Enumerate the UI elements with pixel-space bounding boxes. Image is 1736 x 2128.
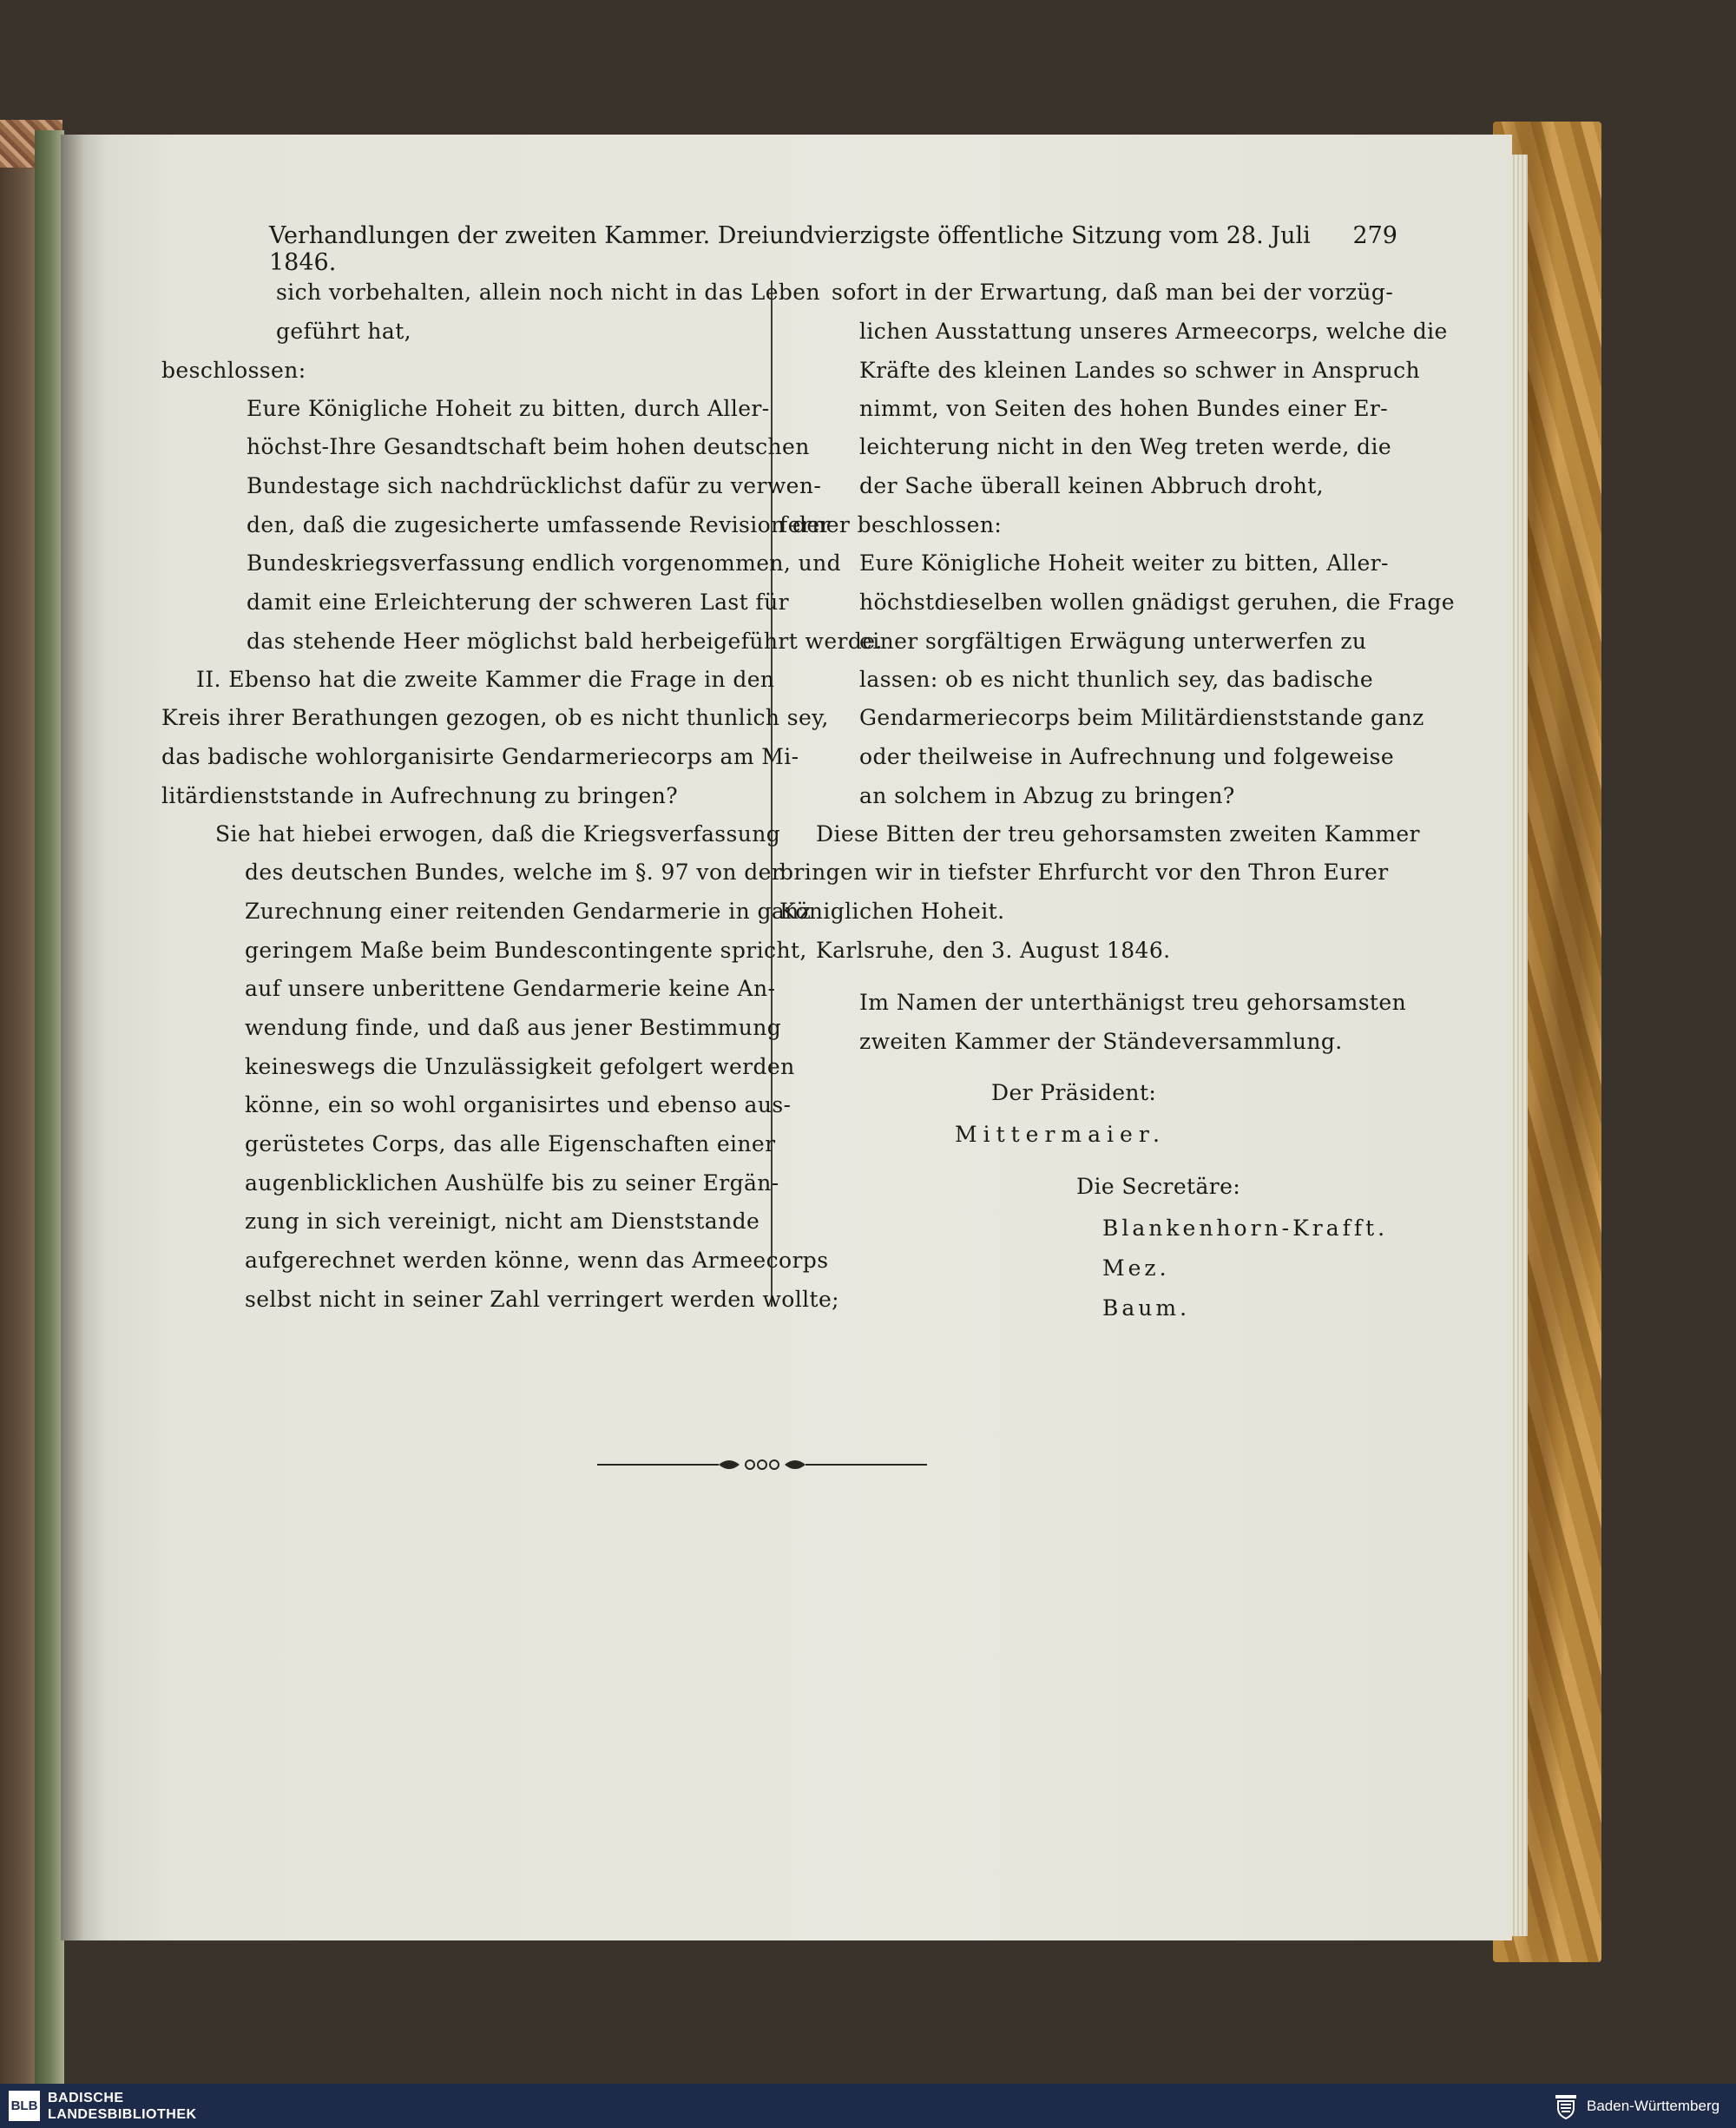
president-name: Mittermaier. — [955, 1122, 1166, 1147]
right-line: bringen wir in tiefster Ehrfurcht vor den Thron Eurer — [779, 860, 1389, 885]
right-line: ferner beschlossen: — [779, 512, 1003, 537]
left-line: zung in sich vereinigt, nicht am Dienststande — [245, 1209, 760, 1234]
left-line: das stehende Heer möglichst bald herbeigeführt werde. — [247, 629, 883, 654]
right-line: sofort in der Erwartung, daß man bei der vorzüg- — [832, 280, 1394, 305]
left-page-edge — [35, 130, 64, 2084]
right-line: Königlichen Hoheit. — [779, 899, 1005, 924]
left-line: könne, ein so wohl organisirtes und ebenso aus- — [245, 1092, 792, 1117]
left-line: des deutschen Bundes, welche im §. 97 von der — [245, 860, 783, 885]
page-number: 279 — [1352, 222, 1397, 249]
right-line: lassen: ob es nicht thunlich sey, das badische — [859, 667, 1374, 692]
library-name — [48, 2090, 197, 2123]
left-line: beschlossen: — [161, 358, 306, 383]
left-line: Sie hat hiebei erwogen, daß die Kriegsverfassung — [215, 821, 781, 847]
right-line: Gendarmeriecorps beim Militärdienststande ganz — [859, 705, 1424, 730]
right-line: einer sorgfältigen Erwägung unterwerfen zu — [859, 629, 1367, 654]
left-line: Zurechnung einer reitenden Gendarmerie in ganz — [245, 899, 812, 924]
running-title: Verhandlungen der zweiten Kammer. Dreiundvierzigste öffentliche Sitzung vom 28. Juli 1846. — [269, 222, 1311, 276]
left-line: wendung finde, und daß aus jener Bestimmung — [245, 1015, 782, 1040]
right-line: an solchem in Abzug zu bringen? — [859, 783, 1235, 808]
left-line: das badische wohlorganisirte Gendarmeriecorps am Mi- — [161, 744, 799, 769]
library-footer — [0, 2084, 1736, 2128]
president-label: Der Präsident: — [991, 1080, 1157, 1105]
right-line: zweiten Kammer der Ständeversammlung. — [859, 1029, 1343, 1054]
left-line: geringem Maße beim Bundescontingente spricht, — [245, 938, 807, 963]
left-line: litärdienststande in Aufrechnung zu bringen? — [161, 783, 679, 808]
right-line: nimmt, von Seiten des hohen Bundes einer Er- — [859, 396, 1389, 421]
left-line: den, daß die zugesicherte umfassende Revision der — [247, 512, 831, 537]
right-line: höchstdieselben wollen gnädigst geruhen, die Frage — [859, 590, 1455, 615]
left-line: sich vorbehalten, allein noch nicht in das Leben — [276, 280, 820, 305]
left-line: gerüstetes Corps, das alle Eigenschaften einer — [245, 1131, 776, 1156]
running-header — [269, 222, 1397, 276]
secretaries-label: Die Secretäre: — [1076, 1174, 1241, 1199]
right-line: leichterung nicht in den Weg treten werde, die — [859, 434, 1392, 459]
left-line: Bundestage sich nachdrücklichst dafür zu verwen- — [247, 473, 822, 498]
left-line: auf unsere unberittene Gendarmerie keine An- — [245, 976, 776, 1001]
left-line: aufgerechnet werden könne, wenn das Armeecorps — [245, 1248, 829, 1273]
left-line: keineswegs die Unzulässigkeit gefolgert werden — [245, 1054, 795, 1079]
right-line: Diese Bitten der treu gehorsamsten zweiten Kammer — [816, 821, 1420, 847]
library-name-line2: LANDESBIBLIOTHEK — [48, 2107, 197, 2122]
left-line: augenblicklichen Aushülfe bis zu seiner Ergän- — [245, 1170, 779, 1196]
right-line: Eure Königliche Hoheit weiter zu bitten, Aller- — [859, 550, 1389, 576]
left-line: Eure Königliche Hoheit zu bitten, durch Aller- — [247, 396, 770, 421]
right-line: oder theilweise in Aufrechnung und folgeweise — [859, 744, 1395, 769]
right-line: Im Namen der unterthänigst treu gehorsamsten — [859, 990, 1407, 1015]
partner-name: Baden-Württemberg — [1587, 2098, 1720, 2114]
right-line: der Sache überall keinen Abbruch droht, — [859, 473, 1325, 498]
right-line: Kräfte des kleinen Landes so schwer in Anspruch — [859, 358, 1421, 383]
left-line: selbst nicht in seiner Zahl verringert werden wollte; — [245, 1287, 839, 1312]
secretary-name: Mez. — [1102, 1255, 1170, 1281]
left-line: geführt hat, — [276, 319, 411, 344]
page-gutter-shadow — [61, 135, 108, 1940]
left-line: Bundeskriegsverfassung endlich vorgenommen, und — [247, 550, 841, 576]
secretary-name: Baum. — [1102, 1295, 1191, 1321]
secretary-name: Blankenhorn-Krafft. — [1102, 1216, 1389, 1241]
left-line: damit eine Erleichterung der schweren Last für — [247, 590, 789, 615]
left-line: Kreis ihrer Berathungen gezogen, ob es nicht thunlich sey, — [161, 705, 829, 730]
library-name-line1: BADISCHE — [48, 2091, 124, 2105]
blb-logo: BLB — [9, 2091, 40, 2121]
coat-of-arms-icon — [1552, 2092, 1580, 2120]
right-line: lichen Ausstattung unseres Armeecorps, welche die — [859, 319, 1448, 344]
left-line: II. Ebenso hat die zweite Kammer die Frage in den — [196, 667, 775, 692]
ornamental-divider — [597, 1455, 927, 1474]
left-line: höchst-Ihre Gesandtschaft beim hohen deutschen — [247, 434, 810, 459]
right-line: Karlsruhe, den 3. August 1846. — [816, 938, 1171, 963]
